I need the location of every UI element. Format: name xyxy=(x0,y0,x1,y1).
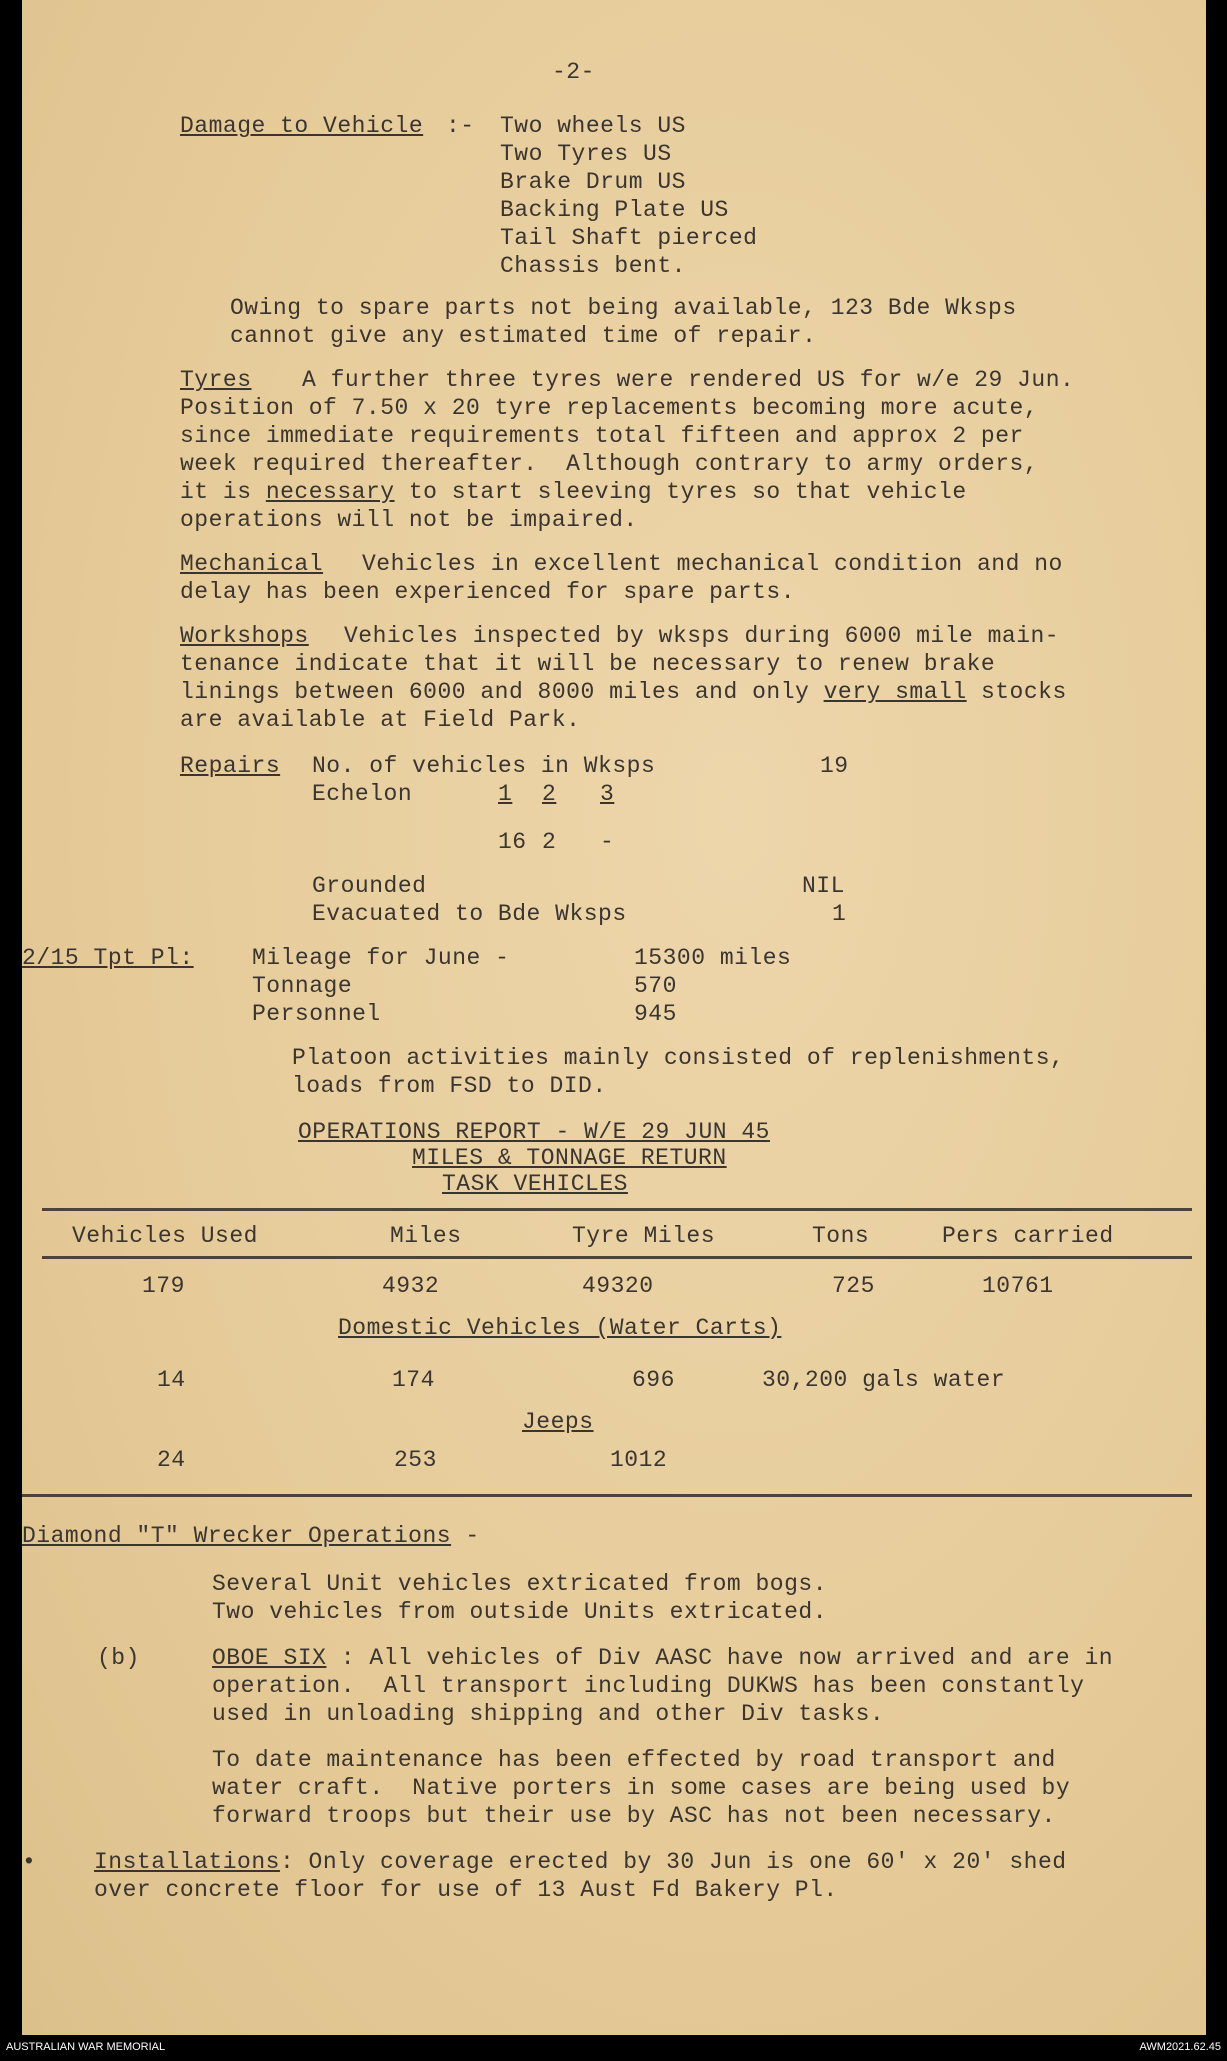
oboe-line xyxy=(212,1644,1113,1672)
mileage-label: Mileage for June - xyxy=(252,945,510,971)
wrecker-separator: - xyxy=(451,1523,480,1549)
ops-report-subtitle: MILES & TONNAGE RETURN xyxy=(412,1145,727,1171)
wrecker-item: Two vehicles from outside Units extricated. xyxy=(212,1599,827,1625)
oboe-line: used in unloading shipping and other Div tasks. xyxy=(212,1701,885,1727)
page-number: -2- xyxy=(552,59,595,85)
mechanical-line: Vehicles in excellent mechanical condition and no xyxy=(362,551,1063,577)
repairs-in-wksps-value: 19 xyxy=(820,753,849,779)
damage-item: Two wheels US xyxy=(500,113,686,139)
table-bottom-rule xyxy=(22,1494,1192,1497)
table-top-rule xyxy=(42,1208,1192,1211)
task-cell: 4932 xyxy=(382,1273,440,1299)
echelon-header: 2 xyxy=(542,781,557,807)
damage-item: Brake Drum US xyxy=(500,169,686,195)
footer-bar xyxy=(0,2035,1227,2061)
footer-left: AUSTRALIAN WAR MEMORIAL xyxy=(6,2041,166,2053)
platoon-activities-line: loads from FSD to DID. xyxy=(292,1073,607,1099)
tyres-line: Position of 7.50 x 20 tyre replacements becoming more acute, xyxy=(180,395,1039,421)
installations-bullet: • xyxy=(22,1849,37,1875)
tonnage-value: 570 xyxy=(634,973,677,999)
workshops-text: stocks xyxy=(966,679,1067,705)
task-cell: 10761 xyxy=(982,1273,1054,1299)
tyres-heading: Tyres xyxy=(180,367,252,393)
wrecker-line xyxy=(22,1522,480,1550)
tyres-underlined-word: necessary xyxy=(265,479,395,505)
col-header: Pers carried xyxy=(942,1223,1114,1249)
installations-line: over concrete floor for use of 13 Aust Fd Bakery Pl. xyxy=(94,1877,838,1903)
platoon-activities-line: Platoon activities mainly consisted of replenishments, xyxy=(292,1045,1065,1071)
damage-item: Tail Shaft pierced xyxy=(500,225,758,251)
jeeps-cell: 253 xyxy=(394,1447,437,1473)
mechanical-heading: Mechanical xyxy=(180,551,324,577)
domestic-cell: 14 xyxy=(157,1367,186,1393)
damage-item: Backing Plate US xyxy=(500,197,729,223)
grounded-value: NIL xyxy=(802,873,845,899)
wrecker-item: Several Unit vehicles extricated from bogs. xyxy=(212,1571,827,1597)
tyres-line: A further three tyres were rendered US for w/e 29 Jun. xyxy=(302,367,1075,393)
ops-report-task-title: TASK VEHICLES xyxy=(442,1171,628,1197)
installations-line xyxy=(94,1848,1067,1876)
oboe-heading: OBOE SIX xyxy=(212,1645,327,1671)
oboe-marker: (b) xyxy=(97,1645,140,1671)
oboe-text: : All vehicles of Div AASC have now arrived and are in xyxy=(326,1645,1114,1671)
echelon-value: 16 xyxy=(498,829,527,855)
oboe-line: operation. All transport including DUKWS has been constantly xyxy=(212,1673,1085,1699)
document-page xyxy=(22,0,1206,2035)
oboe-p2-line: To date maintenance has been effected by road transport and xyxy=(212,1747,1056,1773)
tyres-text: it is xyxy=(180,479,266,505)
footer-right: AWM2021.62.45 xyxy=(1139,2041,1221,2053)
workshops-line: Vehicles inspected by wksps during 6000 mile main- xyxy=(344,623,1060,649)
tyres-line xyxy=(180,478,967,506)
tyres-line: operations will not be impaired. xyxy=(180,507,638,533)
grounded-label: Grounded xyxy=(312,873,427,899)
damage-separator: :- xyxy=(446,113,475,139)
platoon-heading: 2/15 Tpt Pl: xyxy=(22,945,194,971)
domestic-cell: 174 xyxy=(392,1367,435,1393)
col-header: Tons xyxy=(812,1223,870,1249)
mechanical-line: delay has been experienced for spare parts. xyxy=(180,579,795,605)
jeeps-title: Jeeps xyxy=(522,1409,594,1435)
task-cell: 725 xyxy=(832,1273,875,1299)
task-cell: 179 xyxy=(142,1273,185,1299)
workshops-underlined-text: very small xyxy=(823,679,967,705)
workshops-heading: Workshops xyxy=(180,623,309,649)
damage-item: Two Tyres US xyxy=(500,141,672,167)
workshops-line: are available at Field Park. xyxy=(180,707,581,733)
personnel-value: 945 xyxy=(634,1001,677,1027)
workshops-line: tenance indicate that it will be necessary to renew brake xyxy=(180,651,996,677)
echelon-value: 2 xyxy=(542,829,557,855)
tyres-line: since immediate requirements total fifteen and approx 2 per xyxy=(180,423,1024,449)
installations-text: : Only coverage erected by 30 Jun is one 60' x 20' shed xyxy=(279,1849,1067,1875)
tonnage-label: Tonnage xyxy=(252,973,353,999)
personnel-label: Personnel xyxy=(252,1001,381,1027)
domestic-cell: 30,200 gals water xyxy=(762,1367,1006,1393)
repairs-heading: Repairs xyxy=(180,753,281,779)
col-header: Vehicles Used xyxy=(72,1223,258,1249)
tyres-line: week required thereafter. Although contrary to army orders, xyxy=(180,451,1039,477)
evacuated-label: Evacuated to Bde Wksps xyxy=(312,901,627,927)
workshops-line xyxy=(180,678,1067,706)
installations-heading: Installations xyxy=(94,1849,280,1875)
echelon-header: 3 xyxy=(600,781,615,807)
workshops-text: linings between 6000 and 8000 miles and only xyxy=(180,679,824,705)
repairs-in-wksps-label: No. of vehicles in Wksps xyxy=(312,753,656,779)
wrecker-heading: Diamond "T" Wrecker Operations xyxy=(22,1523,452,1549)
oboe-p2-line: forward troops but their use by ASC has not been necessary. xyxy=(212,1803,1056,1829)
col-header: Tyre Miles xyxy=(572,1223,716,1249)
ops-report-title: OPERATIONS REPORT - W/E 29 JUN 45 xyxy=(298,1119,770,1145)
tyres-text: to start sleeving tyres so that vehicle xyxy=(394,479,967,505)
spare-parts-line: cannot give any estimated time of repair. xyxy=(230,323,817,349)
col-header: Miles xyxy=(390,1223,462,1249)
damage-heading: Damage to Vehicle xyxy=(180,113,424,139)
jeeps-cell: 24 xyxy=(157,1447,186,1473)
domestic-cell: 696 xyxy=(632,1367,675,1393)
domestic-title: Domestic Vehicles (Water Carts) xyxy=(338,1315,782,1341)
mileage-value: 15300 miles xyxy=(634,945,792,971)
echelon-header: 1 xyxy=(498,781,513,807)
task-cell: 49320 xyxy=(582,1273,654,1299)
damage-item: Chassis bent. xyxy=(500,253,686,279)
header-rule xyxy=(42,1256,1192,1259)
echelon-value: - xyxy=(600,829,615,855)
echelon-label: Echelon xyxy=(312,781,413,807)
spare-parts-line: Owing to spare parts not being available, 123 Bde Wksps xyxy=(230,295,1017,321)
oboe-p2-line: water craft. Native porters in some cases are being used by xyxy=(212,1775,1071,1801)
jeeps-cell: 1012 xyxy=(610,1447,668,1473)
evacuated-value: 1 xyxy=(832,901,847,927)
